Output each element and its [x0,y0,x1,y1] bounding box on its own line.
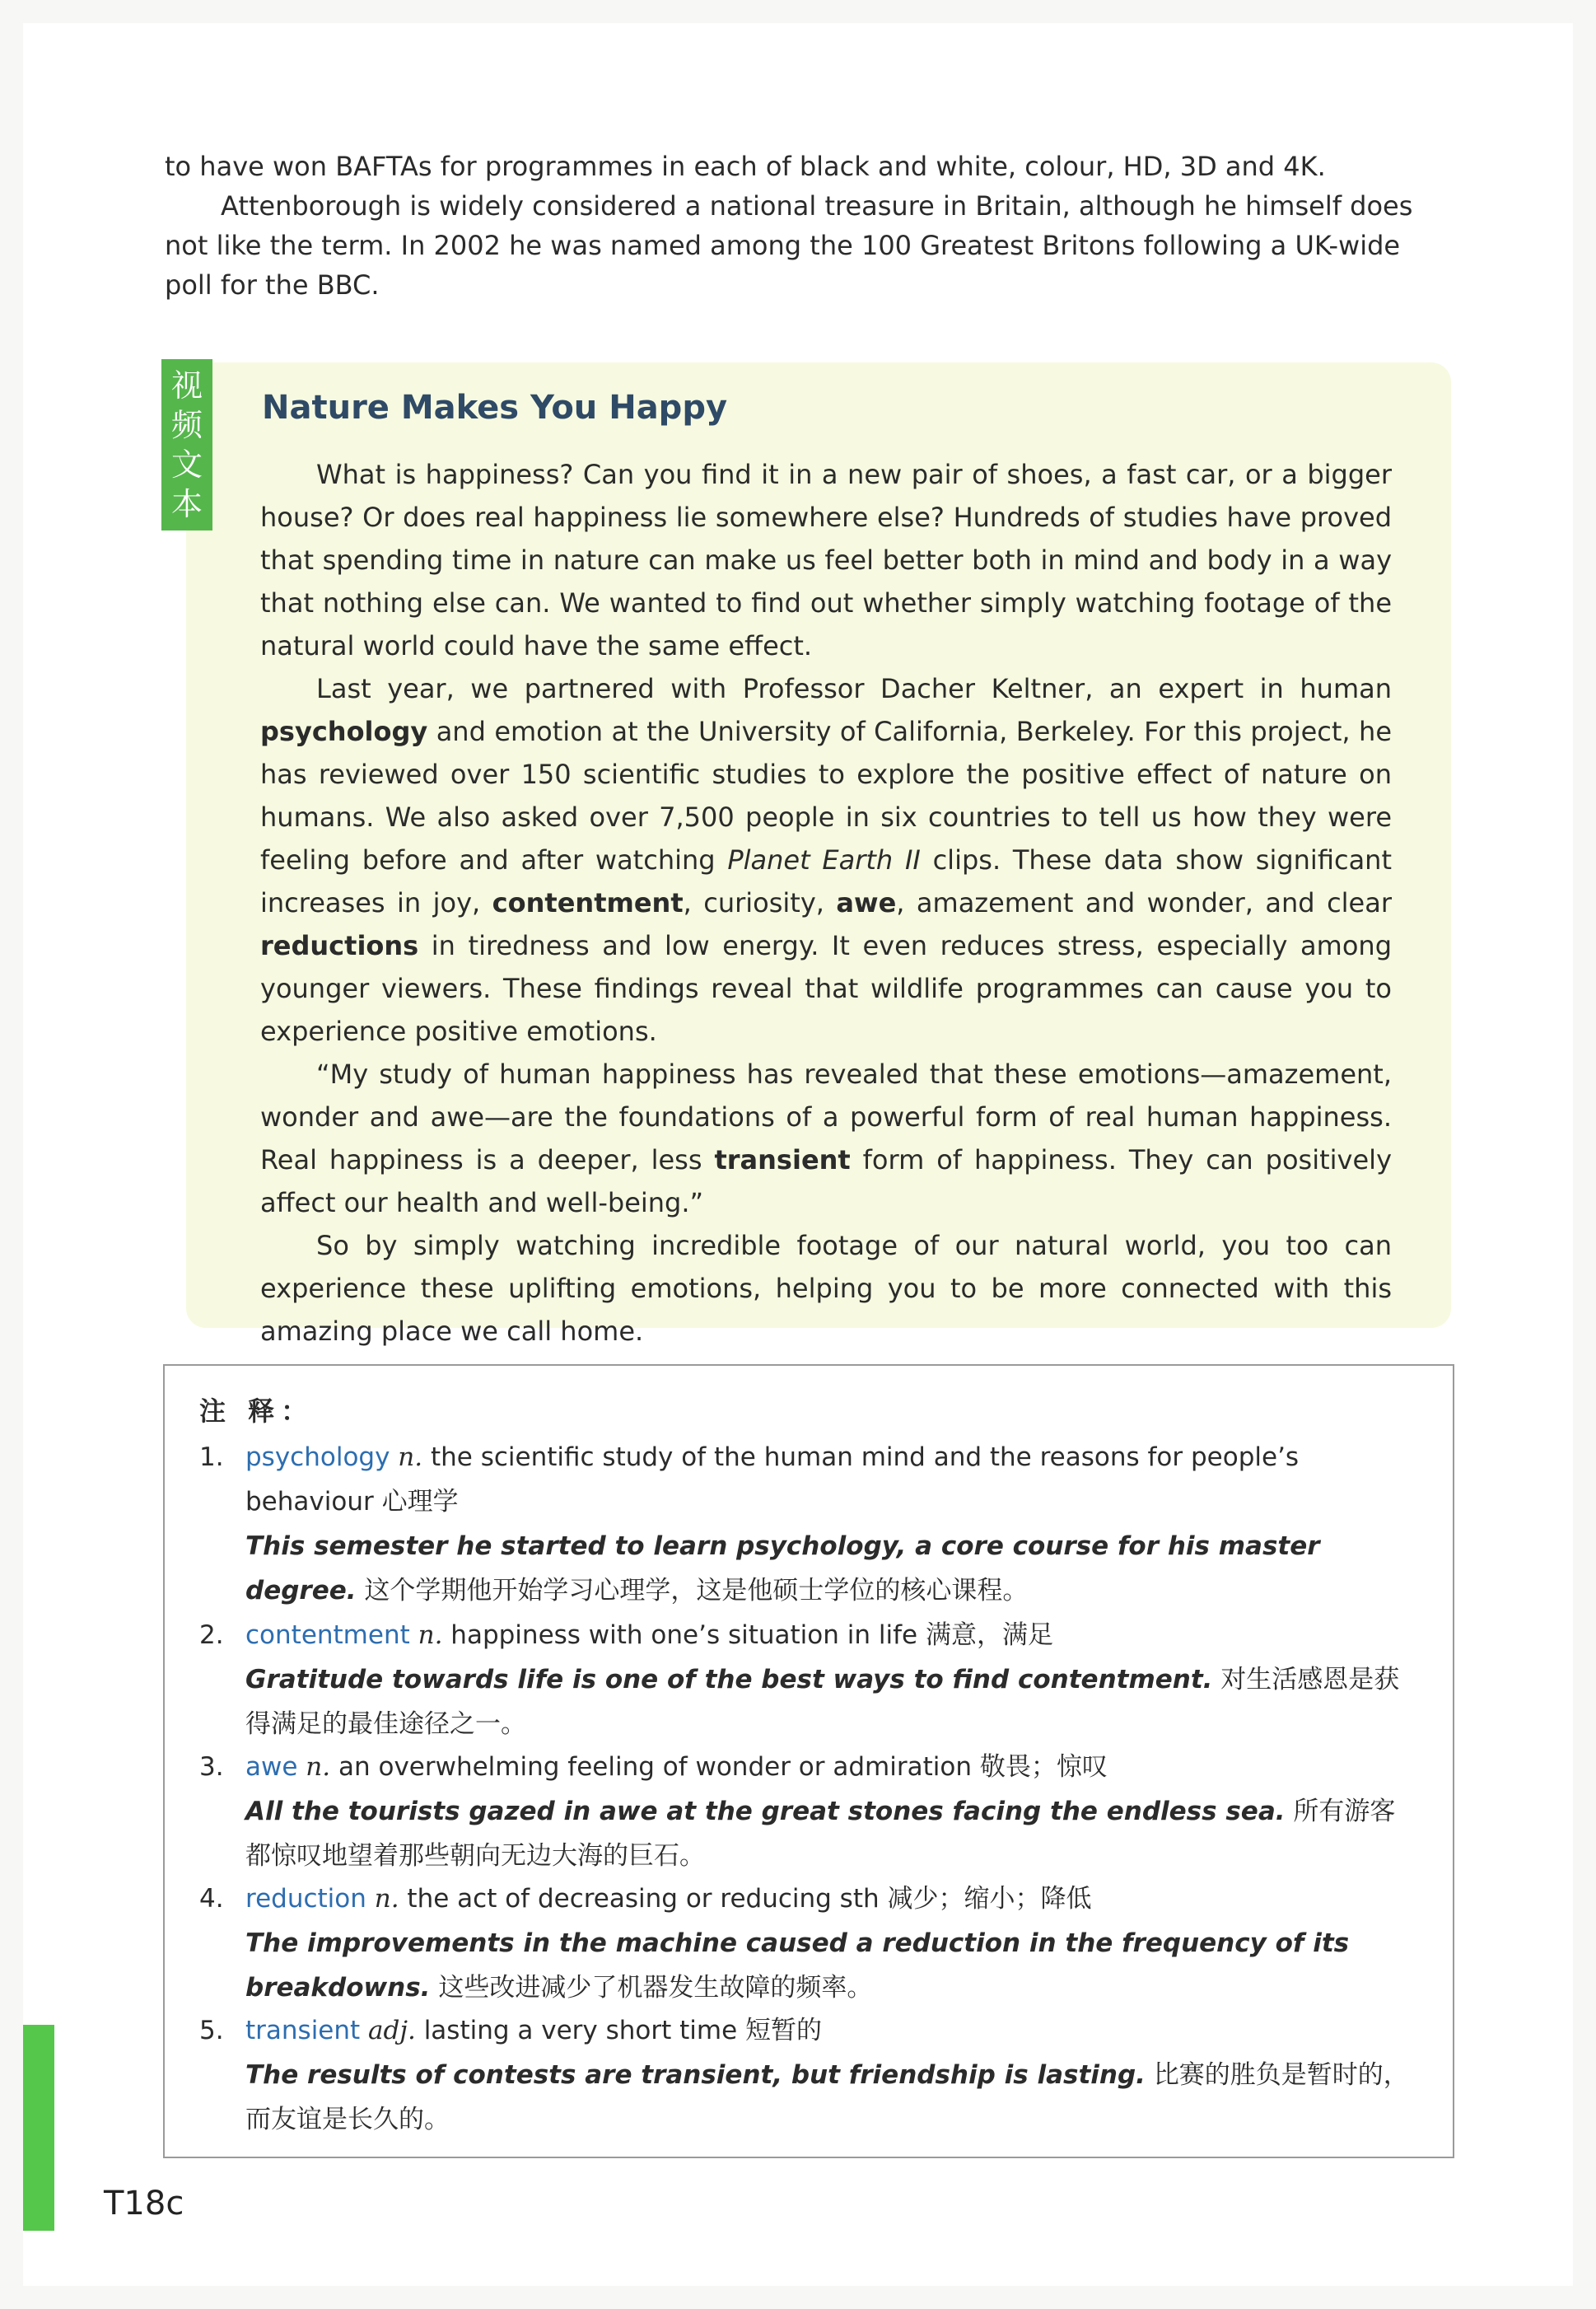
story-paragraph [260,1053,1392,1224]
note-definition: happiness with one’s situation in life 满意，满足 [442,1620,1053,1650]
tag-char: 视 [170,367,203,404]
note-pos: n. [374,1884,399,1914]
note-translation: 比赛的胜负是暂时的，而友谊是长久的。 [245,2060,1409,2134]
note-example: Gratitude towards life is one of the best ways to find contentment. [245,1665,1213,1694]
note-pos: n. [398,1442,423,1472]
page-number: T18c [104,2185,184,2223]
keyword-contentment: contentment [492,887,684,918]
note-pos: n. [418,1620,443,1650]
text-run: , amazement and wonder, and clear [896,887,1393,918]
note-example: This semester he started to learn psychology, a core course for his master degree. [245,1531,1320,1606]
note-number: 2. [199,1620,224,1650]
title-planet-earth: Planet Earth II [727,844,921,876]
intro-line: to have won BAFTAs for programmes in each of black and white, colour, HD, 3D and 4K. [165,151,1326,182]
note-word: awe [245,1752,298,1782]
notes-box [163,1364,1454,2158]
story-body [260,453,1392,1353]
text-run: and emotion at the University of California, Berkeley. For this project, he has reviewed over 150 scientific studies to explore the positive effect of nature on humans. We also asked over 7,500 people in six countries to tell us how they were feeling before and after watching [260,716,1392,876]
note-translation: 这些改进减少了机器发生故障的频率。 [430,1973,873,2003]
note-number: 3. [199,1752,224,1782]
video-script-tag [161,359,212,531]
text-run: in tiredness and low energy. It even reduces stress, especially among younger viewers. These findings reveal that wildlife programmes can cause you to experience positive emotions. [260,930,1392,1047]
story-paragraph: So by simply watching incredible footage of our natural world, you too can experience these uplifting emotions, helping you to be more connected with this amazing place we call home. [260,1230,1392,1347]
note-number: 5. [199,2016,224,2045]
intro-text [165,147,1449,305]
note-word: reduction [245,1884,366,1914]
note-word: transient [245,2016,361,2045]
note-example: The results of contests are transient, but friendship is lasting. [245,2060,1146,2090]
text-run: Last year, we partnered with Professor Dacher Keltner, an expert in human [316,673,1392,704]
note-example: All the tourists gazed in awe at the great stones facing the endless sea. [245,1797,1286,1826]
note-example: The improvements in the machine caused a reduction in the frequency of its breakdowns. [245,1928,1350,2003]
note-translation: 对生活感恩是获得满足的最佳途径之一。 [245,1665,1400,1739]
note-translation: 所有游客都惊叹地望着那些朝向无边大海的巨石。 [245,1797,1396,1871]
note-number: 1. [199,1442,224,1472]
note-definition: lasting a very short time 短暂的 [415,2016,823,2045]
text-run: “My study of human happiness has revealed that these emotions—amazement, wonder and awe—are the foundations of a powerful form of real human happiness. Real happiness is a deeper, less [260,1059,1392,1176]
tag-char: 文 [170,446,203,483]
page-edge-marker [23,2025,54,2231]
note-pos: adj. [368,2016,416,2045]
text-run: , curiosity, [683,887,837,918]
intro-paragraph: Attenborough is widely considered a national treasure in Britain, although he himself does not like the term. In 2002 he was named among the 100 Greatest Britons following a UK-wide poll for the BBC. [165,190,1413,301]
text-run: form of happiness. They can positively affect our health and well-being.” [260,1144,1392,1218]
note-word: psychology [245,1442,390,1472]
note-number: 4. [199,1884,224,1914]
note-definition: the scientific study of the human mind and the reasons for people’s behaviour 心理学 [245,1442,1300,1517]
keyword-transient: transient [714,1144,851,1176]
note-translation: 这个学期他开始学习心理学，这是他硕士学位的核心课程。 [356,1576,1029,1606]
note-definition: an overwhelming feeling of wonder or admiration 敬畏；惊叹 [330,1752,1108,1782]
notes-heading: 注 释： [199,1395,315,1427]
keyword-psychology: psychology [260,716,428,747]
tag-char: 频 [170,407,203,443]
keyword-awe: awe [836,887,897,918]
note-word: contentment [245,1620,410,1650]
story-title: Nature Makes You Happy [262,389,728,427]
note-pos: n. [306,1752,331,1782]
keyword-reductions: reductions [260,930,419,961]
story-paragraph [260,667,1392,1053]
note-definition: the act of decreasing or reducing sth 减少；缩小；降低 [399,1884,1092,1914]
tag-char: 本 [170,486,203,522]
text-run: clips. These data show significant increases in joy, [260,844,1393,918]
story-paragraph: What is happiness? Can you find it in a new pair of shoes, a fast car, or a bigger house? Or does real happiness lie somewhere else? Hundreds of studies have proved that spending time in nature can make us feel better both in mind and body in a way that nothing else can. We wanted to find out whether simply watching footage of the natural world could have the same effect. [260,459,1392,661]
